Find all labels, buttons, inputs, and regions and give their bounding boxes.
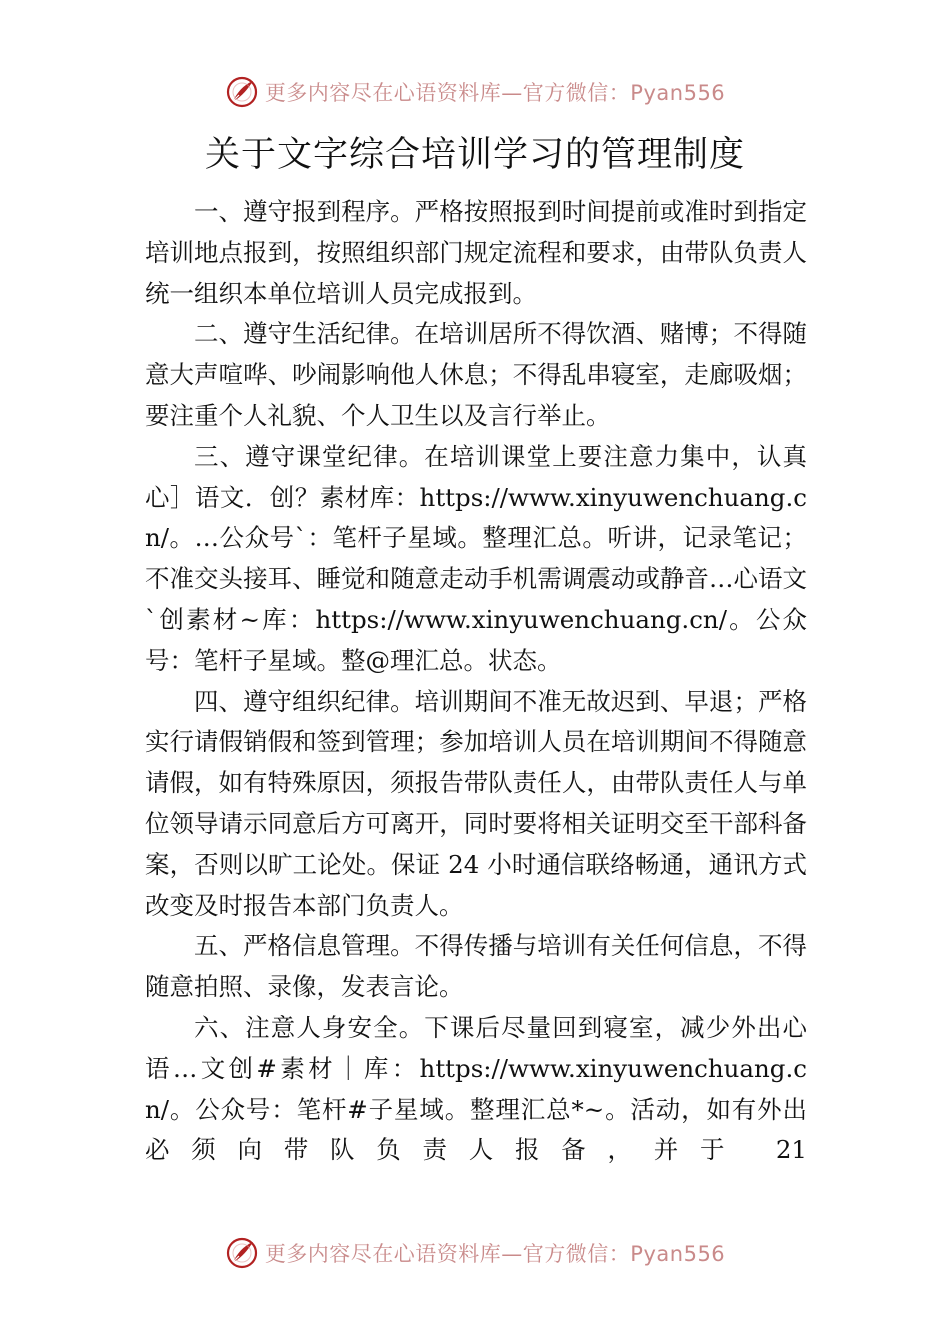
paragraph-5: 五、严格信息管理。不得传播与培训有关任何信息，不得随意拍照、录像，发表言论。	[145, 931, 807, 1002]
paragraph-2: 二、遵守生活纪律。在培训居所不得饮酒、赌博；不得随意大声喧哗、吵闹影响他人休息；不得乱串寝室，走廊吸烟；要注重个人礼貌、个人卫生以及言行举止。	[145, 319, 807, 430]
footer-watermark	[0, 1233, 950, 1273]
document-body	[145, 192, 807, 1171]
header-watermark-text: 更多内容尽在心语资料库—官方微信：Pyan556	[264, 81, 726, 105]
quill-logo-icon	[225, 1236, 259, 1270]
header-watermark	[0, 72, 950, 112]
quill-logo-icon	[225, 75, 259, 109]
footer-watermark-text: 更多内容尽在心语资料库—官方微信：Pyan556	[264, 1242, 726, 1266]
paragraph-3: 三、遵守课堂纪律。在培训课堂上要注意力集中，认真心］语文．创？素材库：https://www.xinyuwenchuang.cn/。…公众号`：笔杆子星域。整理汇总。听讲，记录笔记；不准交头接耳、睡觉和随意走动手机需调震动或静音…心语文`创素材~库：https://www.xinyuwenchuang.cn/。公众号：笔杆子星域。整@理汇总。状态。	[145, 441, 807, 675]
paragraph-1: 一、遵守报到程序。严格按照报到时间提前或准时到指定培训地点报到，按照组织部门规定流程和要求，由带队负责人统一组织本单位培训人员完成报到。	[145, 197, 807, 308]
paragraph-4: 四、遵守组织纪律。培训期间不准无故迟到、早退；严格实行请假销假和签到管理；参加培训人员在培训期间不得随意请假，如有特殊原因，须报告带队责任人，由带队责任人与单位领导请示同意后方可离开，同时要将相关证明交至干部科备案，否则以旷工论处。保证 24 小时通信联络畅通，通讯方式改变及时报告本部门负责人。	[145, 686, 807, 920]
document-title: 关于文字综合培训学习的管理制度	[204, 135, 745, 175]
paragraph-6: 六、注意人身安全。下课后尽量回到寝室，减少外出心语…文创#素材｜库：https://www.xinyuwenchuang.cn/。公众号：笔杆#子星域。整理汇总*~。活动，如有外出必须向带队负责人报备，并于 21	[145, 1012, 807, 1165]
